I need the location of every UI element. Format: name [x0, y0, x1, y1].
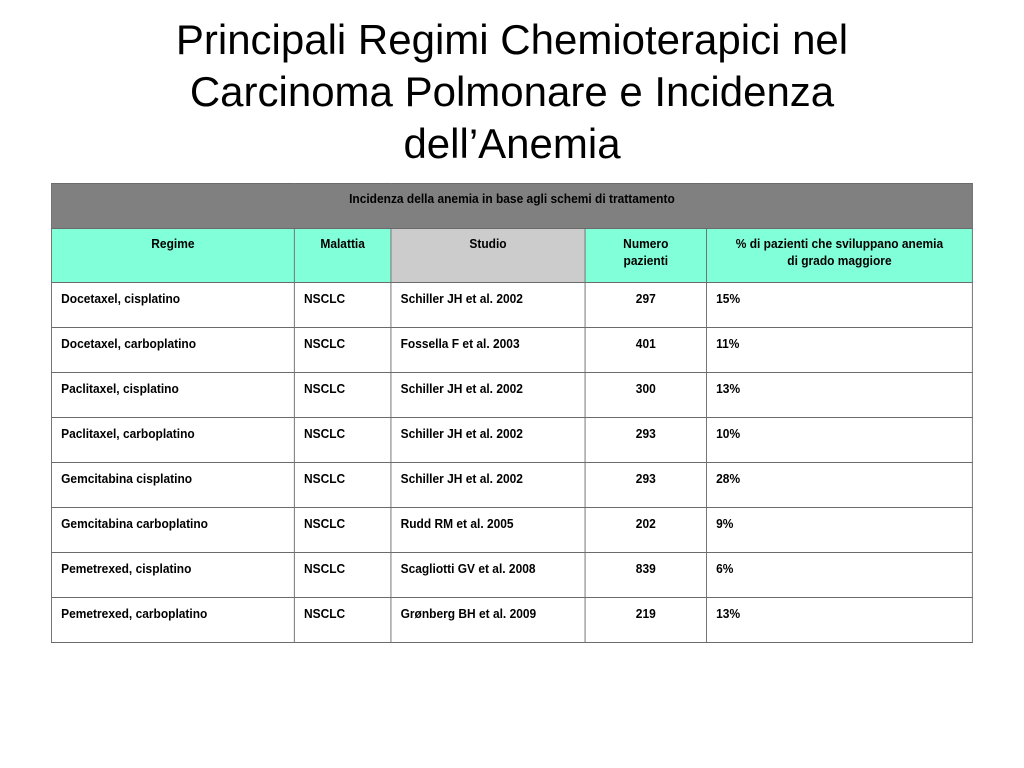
cell-percent-anemia: 28%	[707, 463, 973, 508]
slide-title	[0, 14, 1024, 170]
header-row	[51, 229, 972, 283]
cell-studio: Schiller JH et al. 2002	[391, 418, 585, 463]
table-row	[51, 553, 972, 598]
header-numero-pazienti	[585, 229, 706, 283]
cell-numero-pazienti: 219	[585, 598, 706, 643]
header-perc-line2: di grado maggiore	[787, 253, 892, 268]
cell-numero-pazienti: 401	[585, 328, 706, 373]
cell-malattia: NSCLC	[294, 283, 391, 328]
cell-regime: Docetaxel, cisplatino	[51, 283, 294, 328]
cell-numero-pazienti: 293	[585, 418, 706, 463]
cell-regime: Paclitaxel, carboplatino	[51, 418, 294, 463]
header-malattia: Malattia	[294, 229, 391, 283]
cell-studio: Schiller JH et al. 2002	[391, 373, 585, 418]
table-row	[51, 373, 972, 418]
cell-malattia: NSCLC	[294, 328, 391, 373]
cell-regime: Gemcitabina cisplatino	[51, 463, 294, 508]
table-body	[51, 283, 972, 643]
header-perc-line1: % di pazienti che sviluppano anemia	[735, 236, 944, 251]
anemia-incidence-table	[51, 183, 973, 643]
cell-numero-pazienti: 293	[585, 463, 706, 508]
cell-percent-anemia: 9%	[707, 508, 973, 553]
cell-malattia: NSCLC	[294, 463, 391, 508]
cell-regime: Docetaxel, carboplatino	[51, 328, 294, 373]
title-line-3: dell’Anemia	[403, 120, 621, 167]
cell-percent-anemia: 15%	[707, 283, 973, 328]
cell-studio: Schiller JH et al. 2002	[391, 463, 585, 508]
title-line-2: Carcinoma Polmonare e Incidenza	[189, 68, 835, 115]
cell-studio: Fossella F et al. 2003	[391, 328, 585, 373]
cell-studio: Grønberg BH et al. 2009	[391, 598, 585, 643]
cell-numero-pazienti: 839	[585, 553, 706, 598]
cell-malattia: NSCLC	[294, 508, 391, 553]
cell-malattia: NSCLC	[294, 598, 391, 643]
cell-regime: Gemcitabina carboplatino	[51, 508, 294, 553]
header-regime: Regime	[51, 229, 294, 283]
caption-row	[51, 184, 972, 229]
table-container	[51, 183, 972, 643]
cell-percent-anemia: 13%	[707, 598, 973, 643]
cell-regime: Pemetrexed, carboplatino	[51, 598, 294, 643]
cell-percent-anemia: 11%	[707, 328, 973, 373]
cell-regime: Pemetrexed, cisplatino	[51, 553, 294, 598]
header-numero-line2: pazienti	[623, 253, 669, 268]
header-numero-line1: Numero	[623, 236, 669, 251]
cell-percent-anemia: 6%	[707, 553, 973, 598]
table-row	[51, 418, 972, 463]
table-row	[51, 508, 972, 553]
cell-malattia: NSCLC	[294, 418, 391, 463]
title-line-1: Principali Regimi Chemioterapici nel	[175, 16, 849, 63]
table-row	[51, 328, 972, 373]
cell-malattia: NSCLC	[294, 373, 391, 418]
cell-numero-pazienti: 202	[585, 508, 706, 553]
cell-malattia: NSCLC	[294, 553, 391, 598]
cell-percent-anemia: 10%	[707, 418, 973, 463]
cell-studio: Scagliotti GV et al. 2008	[391, 553, 585, 598]
cell-studio: Rudd RM et al. 2005	[391, 508, 585, 553]
cell-numero-pazienti: 297	[585, 283, 706, 328]
cell-studio: Schiller JH et al. 2002	[391, 283, 585, 328]
table-row	[51, 283, 972, 328]
cell-regime: Paclitaxel, cisplatino	[51, 373, 294, 418]
header-studio: Studio	[391, 229, 585, 283]
table-caption: Incidenza della anemia in base agli schemi di trattamento	[51, 184, 972, 229]
table-row	[51, 598, 972, 643]
header-percent-anemia	[707, 229, 973, 283]
table-row	[51, 463, 972, 508]
cell-numero-pazienti: 300	[585, 373, 706, 418]
cell-percent-anemia: 13%	[707, 373, 973, 418]
